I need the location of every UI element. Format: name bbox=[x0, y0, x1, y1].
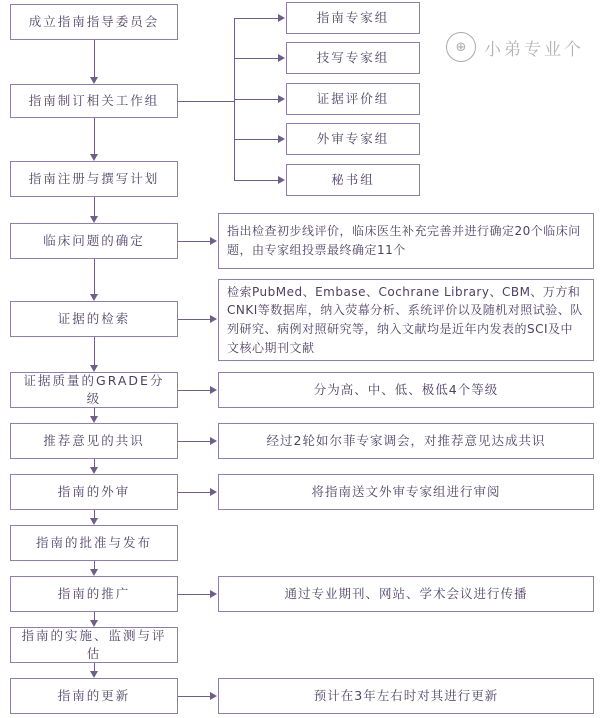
arrowhead-step11 bbox=[90, 620, 98, 627]
working-group-2: 技写专家组 bbox=[286, 42, 420, 74]
flow-step-8: 指南的外审 bbox=[10, 474, 178, 510]
arrowhead-detail-grade bbox=[210, 386, 217, 394]
connector-branch-wg1 bbox=[234, 18, 278, 19]
connector-step5-step6 bbox=[94, 337, 95, 365]
connector-step3-step4 bbox=[94, 197, 95, 216]
watermark-logo-icon: ⊕ bbox=[446, 32, 476, 62]
connector-step11-step12 bbox=[94, 663, 95, 671]
flow-step-7: 推荐意见的共识 bbox=[10, 423, 178, 459]
connector-step4-detail bbox=[178, 241, 210, 242]
detail-promotion: 通过专业期刊、网站、学术会议进行传播 bbox=[218, 576, 594, 612]
watermark bbox=[446, 32, 584, 62]
arrowhead-step12 bbox=[90, 671, 98, 678]
flow-step-5: 证据的检索 bbox=[10, 301, 178, 337]
connector-step5-detail bbox=[178, 319, 210, 320]
arrowhead-step5 bbox=[90, 294, 98, 301]
connector-step12-detail bbox=[178, 696, 210, 697]
watermark-text: 小弟专业个 bbox=[484, 39, 584, 60]
working-group-1: 指南专家组 bbox=[286, 2, 420, 34]
connector-step4-step5 bbox=[94, 259, 95, 294]
flow-step-11: 指南的实施、监测与评估 bbox=[10, 627, 178, 663]
arrowhead-step8 bbox=[90, 467, 98, 474]
arrowhead-detail-evidence-retrieval bbox=[210, 315, 217, 323]
arrowhead-step7 bbox=[90, 416, 98, 423]
flow-step-6: 证据质量的GRADE分级 bbox=[10, 372, 178, 408]
arrowhead-step2 bbox=[90, 77, 98, 84]
connector-step8-step9 bbox=[94, 510, 95, 518]
working-group-4: 外审专家组 bbox=[286, 123, 420, 155]
flow-step-2: 指南制订相关工作组 bbox=[10, 84, 178, 118]
detail-external-review: 将指南送文外审专家组进行审阅 bbox=[218, 474, 594, 510]
flow-step-4: 临床问题的确定 bbox=[10, 223, 178, 259]
arrowhead-wg3 bbox=[278, 95, 285, 103]
connector-branch-wg5 bbox=[234, 180, 278, 181]
arrowhead-wg2 bbox=[278, 54, 285, 62]
arrowhead-detail-clinical-question bbox=[210, 237, 217, 245]
detail-evidence-retrieval: 检索PubMed、Embase、Cochrane Library、CBM、万方和CNKI等数据库，纳入荧幕分析、系统评价以及随机对照试验、队列研究、病例对照研究等，纳入文献均是近年内发表的SCI及中文核心期刊文献 bbox=[218, 279, 594, 361]
arrowhead-detail-consensus bbox=[210, 437, 217, 445]
connector-step8-detail bbox=[178, 492, 210, 493]
flow-step-3: 指南注册与撰写计划 bbox=[10, 161, 178, 197]
working-group-5: 秘书组 bbox=[286, 164, 420, 196]
connector-step6-step7 bbox=[94, 408, 95, 416]
flow-step-1: 成立指南指导委员会 bbox=[10, 4, 178, 40]
arrowhead-detail-promotion bbox=[210, 590, 217, 598]
working-group-3: 证据评价组 bbox=[286, 83, 420, 115]
arrowhead-step6 bbox=[90, 365, 98, 372]
connector-branch-wg2 bbox=[234, 58, 278, 59]
connector-step1-step2 bbox=[94, 40, 95, 77]
flow-step-10: 指南的推广 bbox=[10, 576, 178, 612]
connector-step7-detail bbox=[178, 441, 210, 442]
arrowhead-step3 bbox=[90, 154, 98, 161]
detail-update: 预计在3年左右时对其进行更新 bbox=[218, 678, 594, 714]
flow-step-12: 指南的更新 bbox=[10, 678, 178, 714]
detail-clinical-question: 指出检查初步线评价，临床医生补充完善并进行确定20个临床问题，由专家组投票最终确定11个 bbox=[218, 213, 594, 269]
connector-branch-wg3 bbox=[234, 99, 278, 100]
detail-consensus: 经过2轮如尔菲专家调会，对推荐意见达成共识 bbox=[218, 423, 594, 459]
connector-step6-detail bbox=[178, 390, 210, 391]
arrowhead-wg1 bbox=[278, 14, 285, 22]
connector-step9-step10 bbox=[94, 561, 95, 569]
connector-step10-step11 bbox=[94, 612, 95, 620]
arrowhead-step9 bbox=[90, 518, 98, 525]
connector-branch-wg4 bbox=[234, 139, 278, 140]
connector-step10-detail bbox=[178, 594, 210, 595]
arrowhead-step4 bbox=[90, 216, 98, 223]
arrowhead-detail-external-review bbox=[210, 488, 217, 496]
connector-step7-step8 bbox=[94, 459, 95, 467]
arrowhead-step10 bbox=[90, 569, 98, 576]
connector-step2-step3 bbox=[94, 118, 95, 154]
arrowhead-wg4 bbox=[278, 135, 285, 143]
arrowhead-detail-update bbox=[210, 692, 217, 700]
detail-grade: 分为高、中、低、极低4个等级 bbox=[218, 372, 594, 408]
connector-step2-branch bbox=[178, 101, 234, 102]
flow-step-9: 指南的批准与发布 bbox=[10, 525, 178, 561]
arrowhead-wg5 bbox=[278, 176, 285, 184]
